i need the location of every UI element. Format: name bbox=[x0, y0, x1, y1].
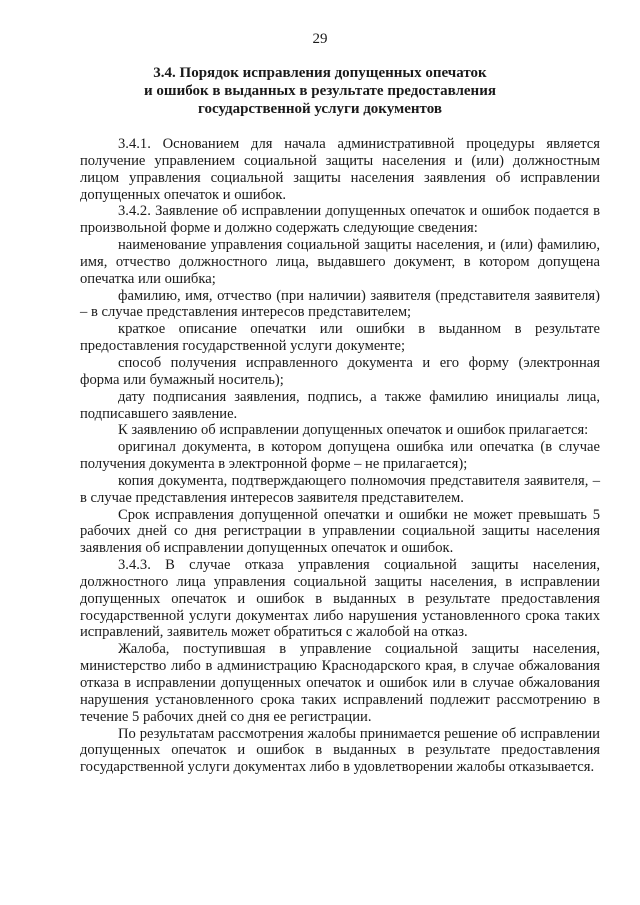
section-heading-line: и ошибок в выданных в результате предоставления bbox=[144, 83, 496, 99]
section-heading-line: 3.4. Порядок исправления допущенных опечаток bbox=[153, 65, 487, 81]
paragraph-item-signature-date: дату подписания заявления, подпись, а также фамилию инициалы лица, подписавшего заявление. bbox=[80, 388, 600, 422]
page-number: 29 bbox=[312, 31, 328, 47]
section-body bbox=[80, 136, 600, 776]
paragraph-complaint: Жалоба, поступившая в управление социальной защиты населения, министерство либо в администрацию Краснодарского края, в случае обжалования отказа в исправлении допущенных опечаток и ошибок или в случае обжалования нарушения установленного срока таких исправлений подлежит рассмотрению в течение 5 рабочих дней со дня ее регистрации. bbox=[80, 641, 600, 725]
paragraph-correction-deadline: Срок исправления допущенной опечатки и ошибки не может превышать 5 рабочих дней со дня регистрации в управлении социальной защиты населения заявления об исправлении допущенных опечаток и ошибок. bbox=[80, 506, 600, 557]
paragraph-item-error-description: краткое описание опечатки или ошибки в выданном в результате предоставления государственной услуги документе; bbox=[80, 321, 600, 355]
paragraph-item-delivery-method: способ получения исправленного документа и его форму (электронная форма или бумажный носитель); bbox=[80, 354, 600, 388]
paragraph-3-4-1: 3.4.1. Основанием для начала административной процедуры является получение управлением социальной защиты населения и (или) должностным лицом управления социальной защиты населения заявления об исправлении допущенных опечаток и ошибок. bbox=[80, 136, 600, 203]
section-heading bbox=[120, 64, 520, 118]
paragraph-attachments: К заявлению об исправлении допущенных опечаток и ошибок прилагается: bbox=[118, 422, 589, 439]
paragraph-3-4-3: 3.4.3. В случае отказа управления социальной защиты населения, должностного лица управления социальной защиты населения, в исправлении допущенных опечаток и ошибок в выданных в результате предоставления государственной услуги документах либо нарушения установленного срока таких исправлений, заявитель может обратиться с жалобой на отказ. bbox=[80, 557, 600, 641]
section-heading-line: государственной услуги документов bbox=[198, 101, 442, 117]
paragraph-item-authority-copy: копия документа, подтверждающего полномочия представителя заявителя, – в случае представления интересов заявителя представителем. bbox=[80, 472, 600, 506]
paragraph-item-office-name: наименование управления социальной защиты населения, и (или) фамилию, имя, отчество должностного лица, выдавшего документ, в котором допущена опечатка или ошибка; bbox=[80, 237, 600, 287]
paragraph-item-applicant-name: фамилию, имя, отчество (при наличии) заявителя (представителя заявителя) – в случае представления интересов представителем; bbox=[80, 287, 600, 321]
paragraph-complaint-result: По результатам рассмотрения жалобы принимается решение об исправлении допущенных опечаток и ошибок в выданных в результате предоставления государственной услуги документах либо в удовлетворении жалобы отказывается. bbox=[80, 725, 600, 776]
paragraph-3-4-2: 3.4.2. Заявление об исправлении допущенных опечаток и ошибок подается в произвольной форме и должно содержать следующие сведения: bbox=[80, 203, 600, 237]
paragraph-item-original-document: оригинал документа, в котором допущена ошибка или опечатка (в случае получения документа в электронной форме – не прилагается); bbox=[80, 439, 600, 473]
